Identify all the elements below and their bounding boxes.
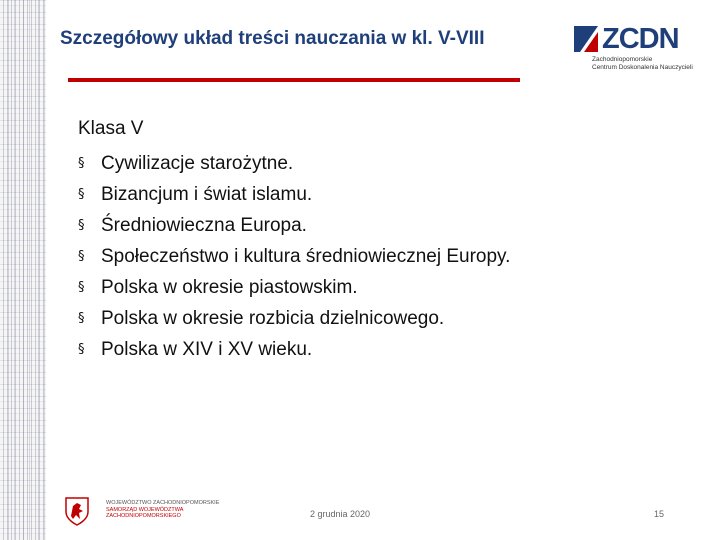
voivodeship-line: ZACHODNIOPOMORSKIEGO [106, 513, 181, 519]
zcdn-logo [572, 23, 693, 74]
title-underline [68, 78, 520, 82]
bullet-icon: § [78, 280, 85, 295]
zcdn-logo-subtitle [592, 56, 693, 72]
topic-text: Polska w okresie rozbicia dzielnicowego. [101, 308, 445, 329]
zcdn-subtitle-line: Zachodniopomorskie [592, 56, 653, 63]
griffin-crest-icon [64, 496, 90, 526]
bullet-icon: § [78, 342, 85, 357]
topic-item [78, 303, 698, 334]
topic-item [78, 148, 698, 179]
bullet-icon: § [78, 311, 85, 326]
bullet-icon: § [78, 187, 85, 202]
decorative-document-strip [0, 0, 46, 540]
class-heading: Klasa V [78, 118, 144, 139]
voivodeship-line: SAMORZĄD WOJEWÓDZTWA [106, 506, 184, 513]
topic-list [78, 148, 698, 365]
voivodeship-name [106, 500, 219, 520]
topic-text: Średniowieczna Europa. [101, 215, 307, 236]
zcdn-logo-text: ZCDN [602, 23, 679, 55]
topic-text: Bizancjum i świat islamu. [101, 184, 313, 205]
topic-text: Polska w XIV i XV wieku. [101, 339, 313, 360]
zcdn-logo-icon [572, 24, 600, 54]
slide-title: Szczegółowy układ treści nauczania w kl. V-VIII [60, 28, 485, 49]
slide-content [78, 116, 698, 365]
voivodeship-logo [64, 496, 220, 528]
slide-date: 2 grudnia 2020 [310, 509, 371, 519]
zcdn-subtitle-line: Centrum Doskonalenia Nauczycieli [592, 64, 693, 71]
topic-item [78, 179, 698, 210]
topic-item [78, 241, 698, 272]
bullet-icon: § [78, 156, 85, 171]
page-number: 15 [653, 509, 664, 519]
topic-text: Polska w okresie piastowskim. [101, 277, 358, 298]
bullet-icon: § [78, 249, 85, 264]
topic-item [78, 272, 698, 303]
topic-item [78, 210, 698, 241]
topic-text: Społeczeństwo i kultura średniowiecznej Europy. [101, 246, 511, 267]
bullet-icon: § [78, 218, 85, 233]
topic-text: Cywilizacje starożytne. [101, 153, 294, 174]
topic-item [78, 334, 698, 365]
voivodeship-line: WOJEWÓDZTWO ZACHODNIOPOMORSKIE [106, 500, 220, 506]
